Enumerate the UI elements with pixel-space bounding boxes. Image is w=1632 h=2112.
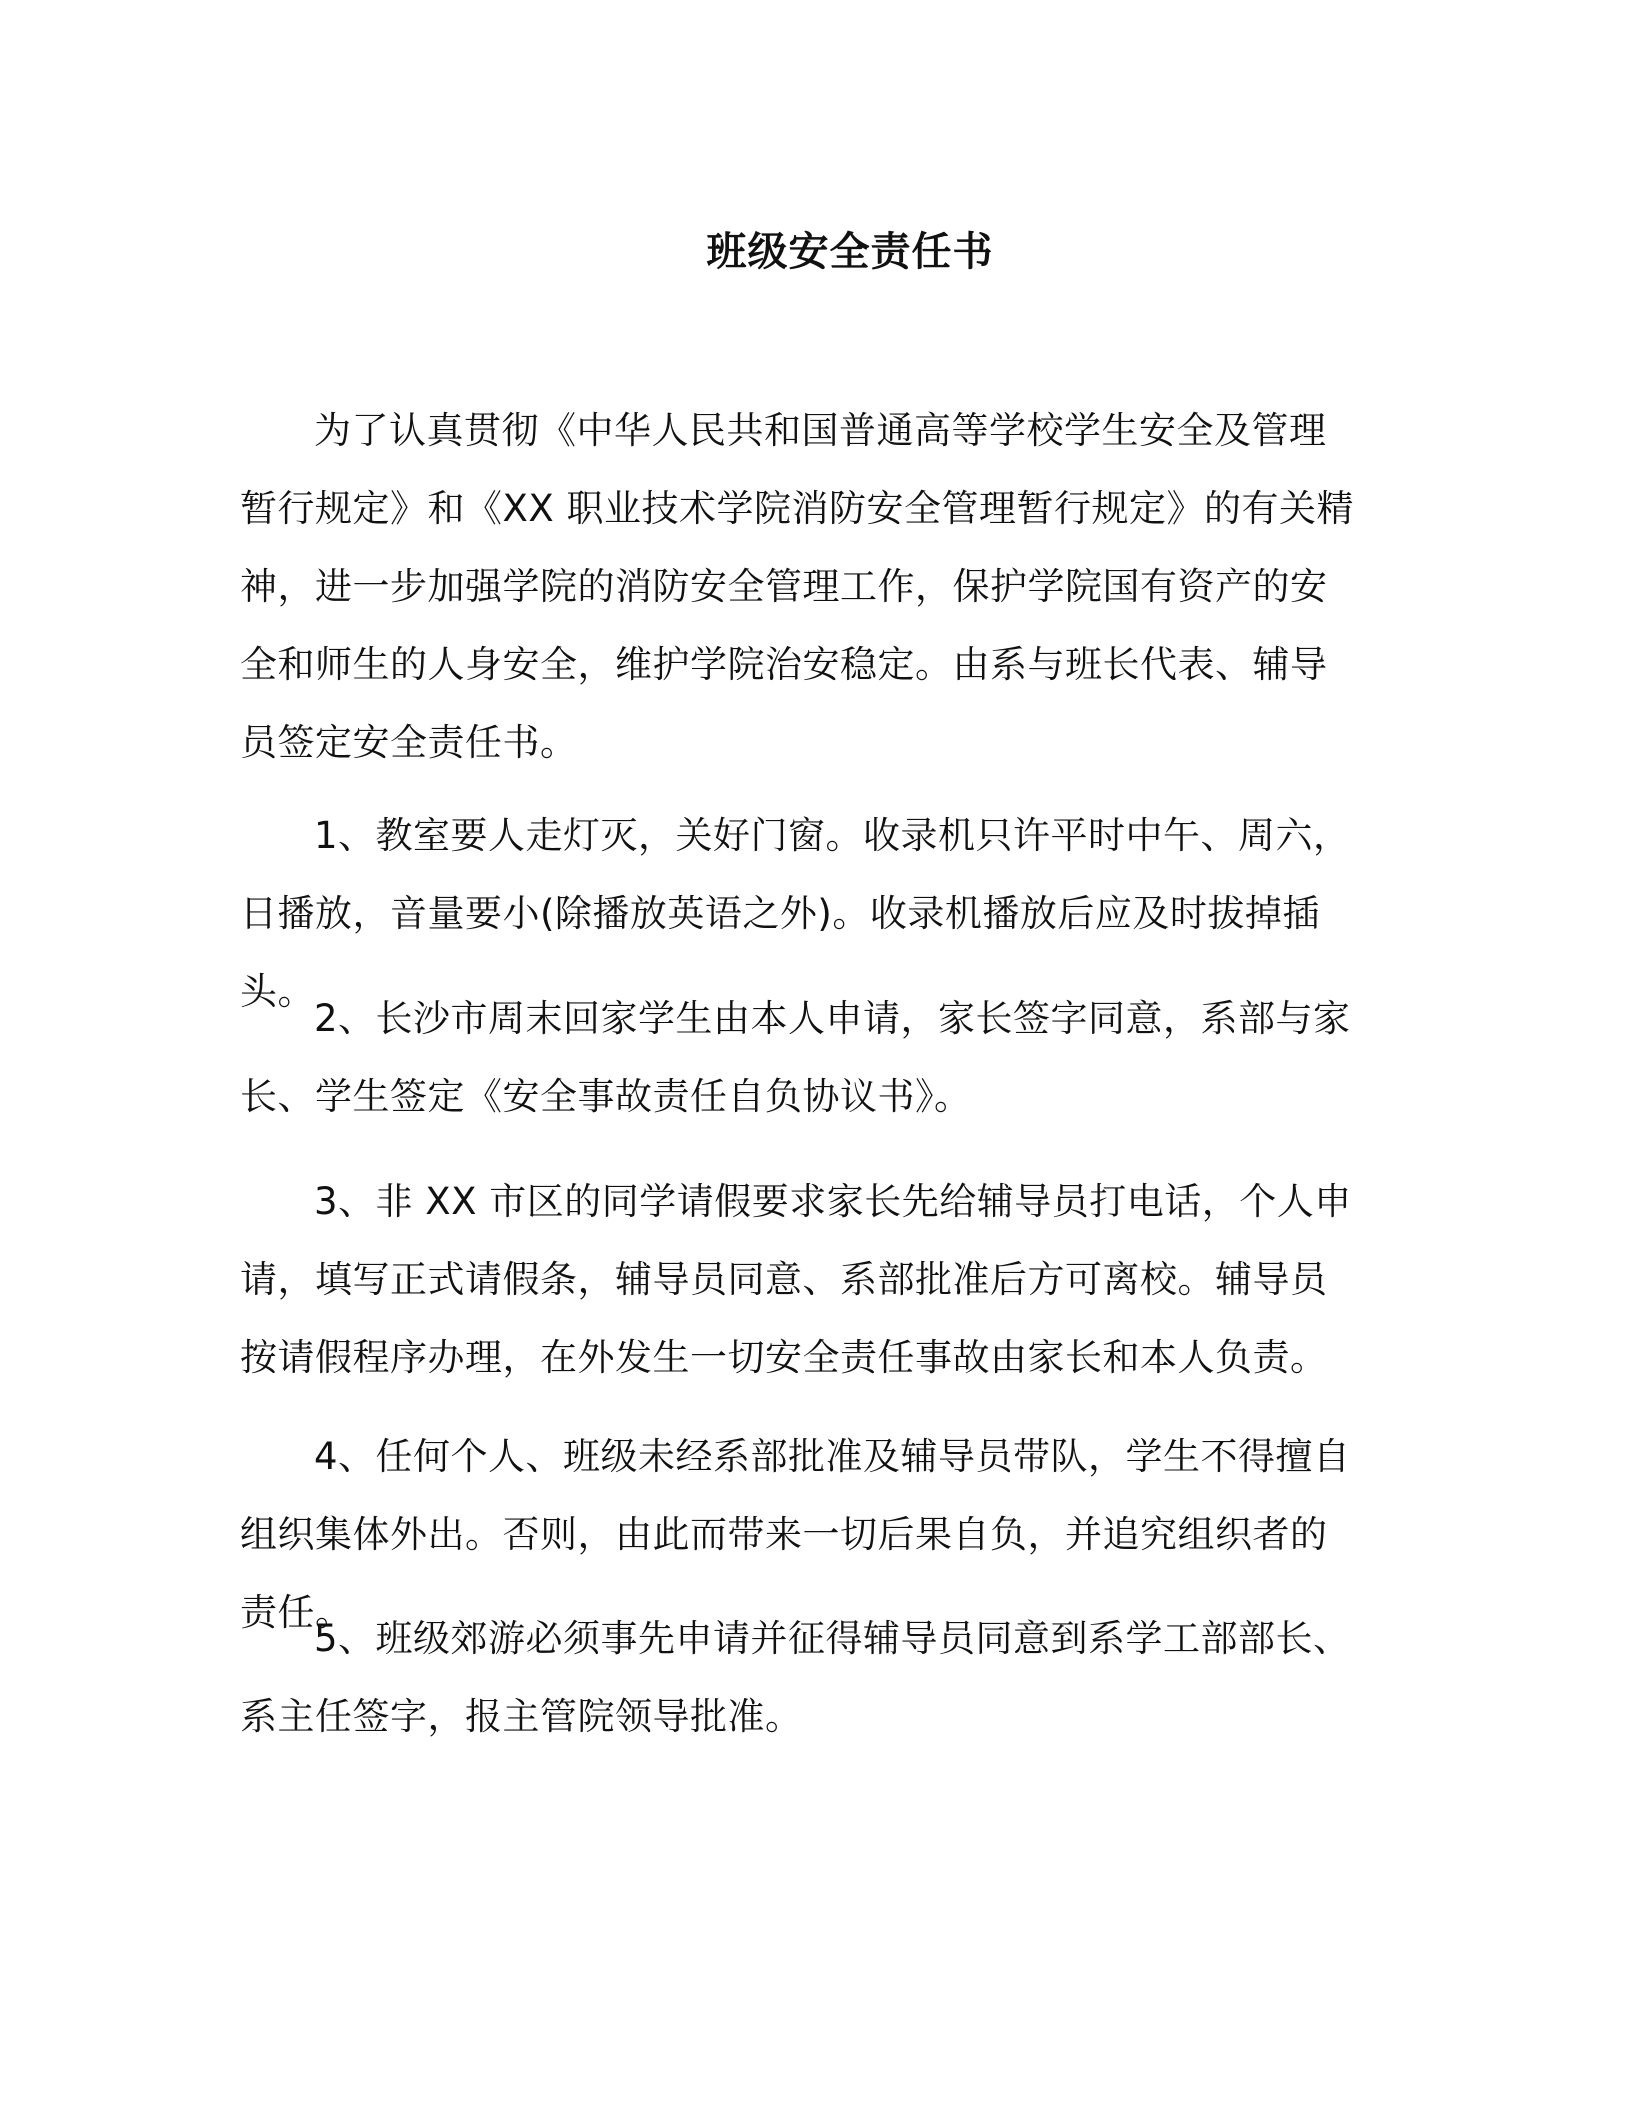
rule-text: 1、教室要人走灯灭，关好门窗。收录机只许平时中午、周六，日播放，音量要小(除播放英语之外)。收录机播放后应及时拔掉插头。	[240, 814, 1351, 1013]
rule-item-5	[240, 1600, 1360, 1756]
intro-paragraph	[240, 392, 1360, 782]
rule-text: 4、任何个人、班级未经系部批准及辅导员带队，学生不得擅自组织集体外出。否则，由此而带来一切后果自负，并追究组织者的责任。	[240, 1435, 1351, 1634]
rule-item-3	[240, 1163, 1360, 1397]
rule-item-2	[240, 980, 1360, 1136]
rule-text: 2、长沙市周末回家学生由本人申请，家长签字同意，系部与家长、学生签定《安全事故责任自负协议书》。	[240, 997, 1351, 1118]
intro-text: 为了认真贯彻《中华人民共和国普通高等学校学生安全及管理暂行规定》和《XX 职业技术学院消防安全管理暂行规定》的有关精神，进一步加强学院的消防安全管理工作，保护学院国有资产的安全和师生的人身安全，维护学院治安稳定。由系与班长代表、辅导员签定安全责任书。	[240, 409, 1354, 764]
rule-text: 3、非 XX 市区的同学请假要求家长先给辅导员打电话，个人申请，填写正式请假条，辅导员同意、系部批准后方可离校。辅导员按请假程序办理，在外发生一切安全责任事故由家长和本人负责。	[240, 1180, 1352, 1379]
document-title: 班级安全责任书	[706, 229, 994, 275]
rule-text: 5、班级郊游必须事先申请并征得辅导员同意到系学工部部长、系主任签字，报主管院领导批准。	[240, 1617, 1351, 1738]
